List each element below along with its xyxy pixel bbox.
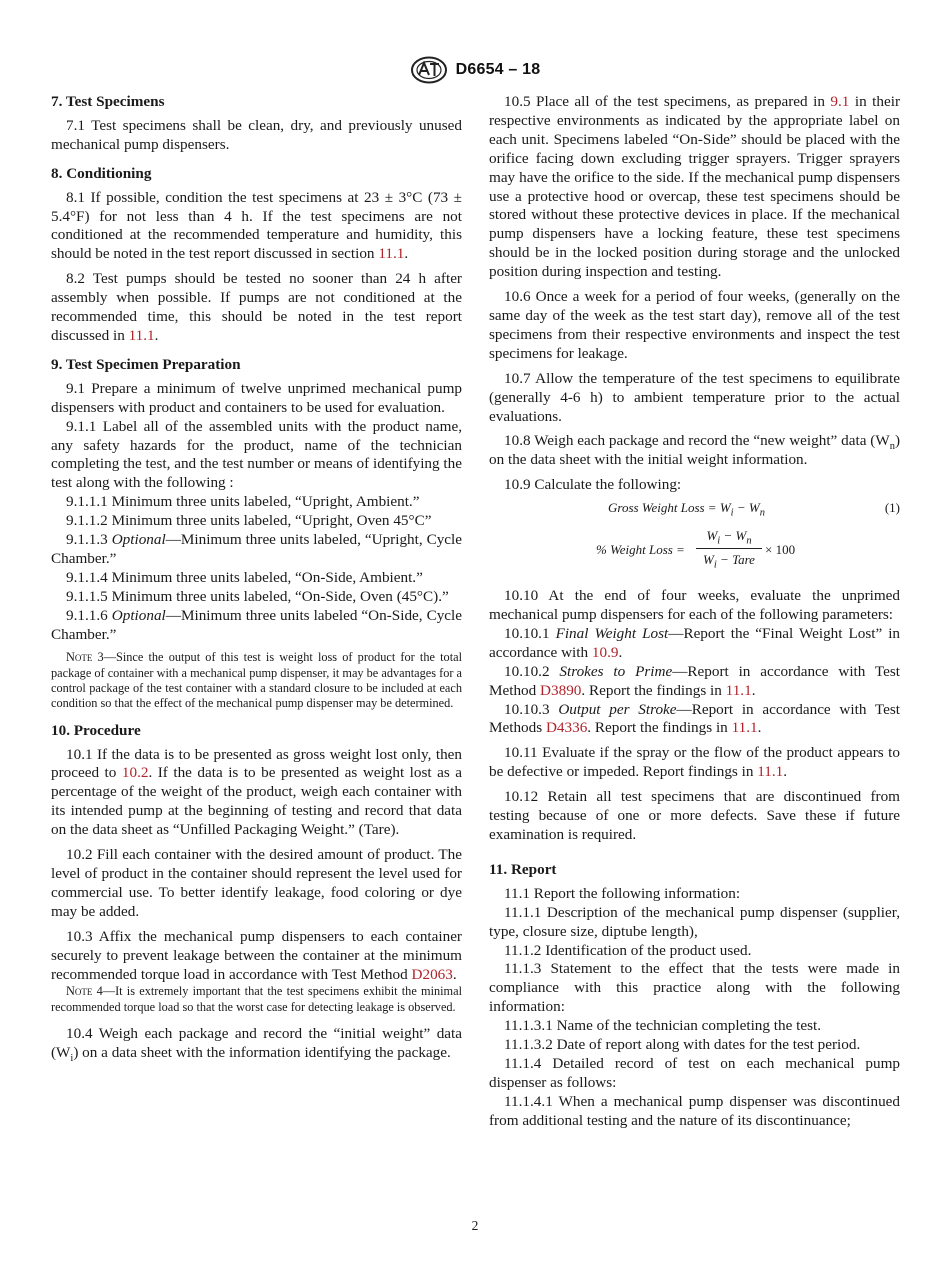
paragraph-10-8: 10.8 Weigh each package and record the “new weight” data $(W_n)$ on the data sheet with the initial weight information.	[489, 432, 900, 469]
paragraph-10-10-2: 10.10.2 Strokes to Prime—Report in accordance with Test Method D3890. Report the findings in 11.1.	[489, 662, 901, 699]
paragraph-11-1-4-1: 11.1.4.1 When a mechanical pump dispenser was discontinued from additional testing and the nature of its discontinuance;	[489, 1092, 900, 1129]
note-4: Note 4—It is extremely important that the test specimens exhibit the minimal recommended torque load so that the worst case for detecting leakage is observed.	[51, 984, 462, 1014]
paragraph-9-1-1-5: 9.1.1.5 Minimum three units labeled, “On-Side, Oven (45°C).”	[66, 587, 449, 605]
paragraph-10-3: 10.3 Affix the mechanical pump dispensers to each container securely to prevent leakage between the container at the minimum recommended torque load in accordance with Test Method D2063.	[51, 927, 462, 983]
link-d4336[interactable]: D4336	[545, 719, 588, 737]
paragraph-8-1: 8.1 If possible, condition the test specimens at 23 ± 3°C (73 ± 5.4°F) for not less than 4 h. If the test specimens are not conditioned at the recommended temperature and humidity, this should be noted in the test report discussed in section 11.1.	[51, 188, 462, 263]
paragraph-11-1-3-1: 11.1.3.1 Name of the technician completing the test.	[504, 1017, 822, 1035]
link-10-9[interactable]: 10.9	[591, 643, 619, 661]
paragraph-11-1-3-2: 11.1.3.2 Date of report along with dates for the test period.	[504, 1036, 861, 1054]
paragraph-10-7: 10.7 Allow the temperature of the test specimens to equilibrate (generally 4-6 h) to ambient temperature prior to the actual evaluations.	[489, 369, 900, 425]
equation-2: % Weight Loss = $W_i - W_n$ $W_i$ − Tare × 100	[596, 528, 796, 571]
link-11-1[interactable]: 11.1	[731, 719, 758, 737]
paragraph-10-4: 10.4 Weigh each package and record the “initial weight” data $(W_i)$ on a data sheet with the information identifying the package.	[51, 1025, 462, 1064]
paragraph-10-2: 10.2 Fill each container with the desired amount of product. The level of product in the container should represent the level used for commercial use. To better identify leakage, food coloring or dye may be added.	[51, 846, 462, 920]
fraction: $W_i - W_n$ $W_i$ − Tare	[696, 527, 762, 570]
link-11-1[interactable]: 11.1	[128, 326, 155, 344]
left-column	[51, 93, 462, 1069]
paragraph-10-10: 10.10 At the end of four weeks, evaluate the unprimed mechanical pump dispensers for each of the following parameters:	[489, 587, 900, 624]
paragraph-9-1-1-3: 9.1.1.3 Optional—Minimum three units labeled, “Upright, Cycle Chamber.”	[51, 531, 462, 567]
paragraph-8-2: 8.2 Test pumps should be tested no sooner than 24 h after assembly when possible. If pumps are not conditioned at the recommended time, this should be noted in the test report discussed in 11.1.	[51, 270, 462, 344]
link-d2063[interactable]: D2063	[411, 965, 453, 983]
section-heading-10: 10. Procedure	[51, 721, 141, 739]
note-3: Note 3—Since the output of this test is weight loss of product for the total package of container with a mechanical pump dispenser, it may be advantages for a control package of the test container with a standard closure to be included at each condition so that the effect of the mechanical pump dispenser may be determined.	[51, 650, 462, 711]
paragraph-10-12: 10.12 Retain all test specimens that are discontinued from testing because of one or more defects. Save these if future examination is required.	[489, 788, 900, 843]
link-11-1[interactable]: 11.1	[725, 681, 752, 699]
paragraph-11-1-3: 11.1.3 Statement to the effect that the tests were made in compliance with this practice along with the following information:	[489, 960, 900, 1016]
section-heading-8: 8. Conditioning	[51, 164, 152, 182]
link-10-2[interactable]: 10.2	[121, 764, 149, 782]
page-header	[0, 56, 950, 84]
paragraph-9-1: 9.1 Prepare a minimum of twelve unprimed mechanical pump dispensers with product and containers to be used for evaluation.	[51, 379, 462, 416]
paragraph-10-9: 10.9 Calculate the following:	[504, 476, 682, 494]
link-d3890[interactable]: D3890	[540, 681, 582, 699]
paragraph-11-1-2: 11.1.2 Identification of the product used.	[504, 941, 752, 959]
paragraph-9-1-1: 9.1.1 Label all of the assembled units with the product name, any safety hazards for the product, name of the technician completing the test, and the test number or means of identifying the test along with the following :	[51, 417, 462, 492]
link-11-1[interactable]: 11.1	[378, 245, 405, 263]
astm-logo-icon	[410, 56, 448, 84]
paragraph-9-1-1-1: 9.1.1.1 Minimum three units labeled, “Upright, Ambient.”	[66, 493, 420, 511]
paragraph-10-10-3: 10.10.3 Output per Stroke—Report in accordance with Test Methods D4336. Report the findings in 11.1.	[489, 700, 901, 737]
document-id: D6654 – 18	[455, 61, 541, 78]
paragraph-9-1-1-2: 9.1.1.2 Minimum three units labeled, “Upright, Oven 45°C”	[66, 512, 432, 530]
paragraph-11-1: 11.1 Report the following information:	[504, 884, 741, 902]
section-heading-9: 9. Test Specimen Preparation	[51, 355, 241, 373]
section-heading-11: 11. Report	[489, 860, 557, 878]
link-11-1[interactable]: 11.1	[757, 763, 784, 781]
paragraph-9-1-1-4: 9.1.1.4 Minimum three units labeled, “On-Side, Ambient.”	[66, 568, 423, 586]
paragraph-7-1: 7.1 Test specimens shall be clean, dry, and previously unused mechanical pump dispensers.	[51, 116, 462, 153]
paragraph-10-6: 10.6 Once a week for a period of four weeks, (generally on the same day of the week as the test start day), remove all of the test specimens from their respective environments and inspect the test specimens for leakage.	[489, 288, 900, 362]
page-number: 2	[471, 1218, 479, 1233]
paragraph-10-5: 10.5 Place all of the test specimens, as prepared in 9.1 in their respective environments as indicated by the appropriate label on each unit. Specimens labeled “On-Side” should be placed with the orifice facing down excluding trigger sprayers. Trigger sprayers may have the orifice to the side. If the mechanical pump dispensers use a protective hood or overcap, these test specimens should be stored without these protective devices in place. If the mechanical pump dispensers have a locking feature, these test specimens should be in the locked position during storage and the unlocked position during inspection and testing.	[489, 93, 900, 281]
right-column	[489, 93, 900, 1131]
paragraph-10-11: 10.11 Evaluate if the spray or the flow of the product appears to be defective or impeded. Report findings in 11.1.	[489, 744, 900, 781]
paragraph-11-1-4: 11.1.4 Detailed record of test on each mechanical pump dispenser as follows:	[489, 1054, 900, 1091]
paragraph-11-1-1: 11.1.1 Description of the mechanical pump dispenser (supplier, type, closure size, diptube length),	[489, 903, 900, 940]
equation-number: (1)	[884, 500, 900, 516]
paragraph-9-1-1-6: 9.1.1.6 Optional—Minimum three units labeled “On-Side, Cycle Chamber.”	[51, 606, 462, 643]
paragraph-10-10-1: 10.10.1 Final Weight Lost—Report the “Final Weight Lost” in accordance with 10.9.	[489, 624, 901, 661]
section-heading-7: 7. Test Specimens	[51, 93, 165, 110]
equation-1: Gross Weight Loss = $W_i - W_n$ (1)	[608, 500, 900, 519]
link-9-1[interactable]: 9.1	[830, 93, 850, 110]
paragraph-10-1: 10.1 If the data is to be presented as gross weight lost only, then proceed to 10.2. If the data is to be presented as weight lost as a percentage of the weight of the product, weigh each container with its intended pump at the beginning of testing and record that data on the data sheet as “Unfilled Packaging Weight.” (Tare).	[51, 745, 462, 839]
